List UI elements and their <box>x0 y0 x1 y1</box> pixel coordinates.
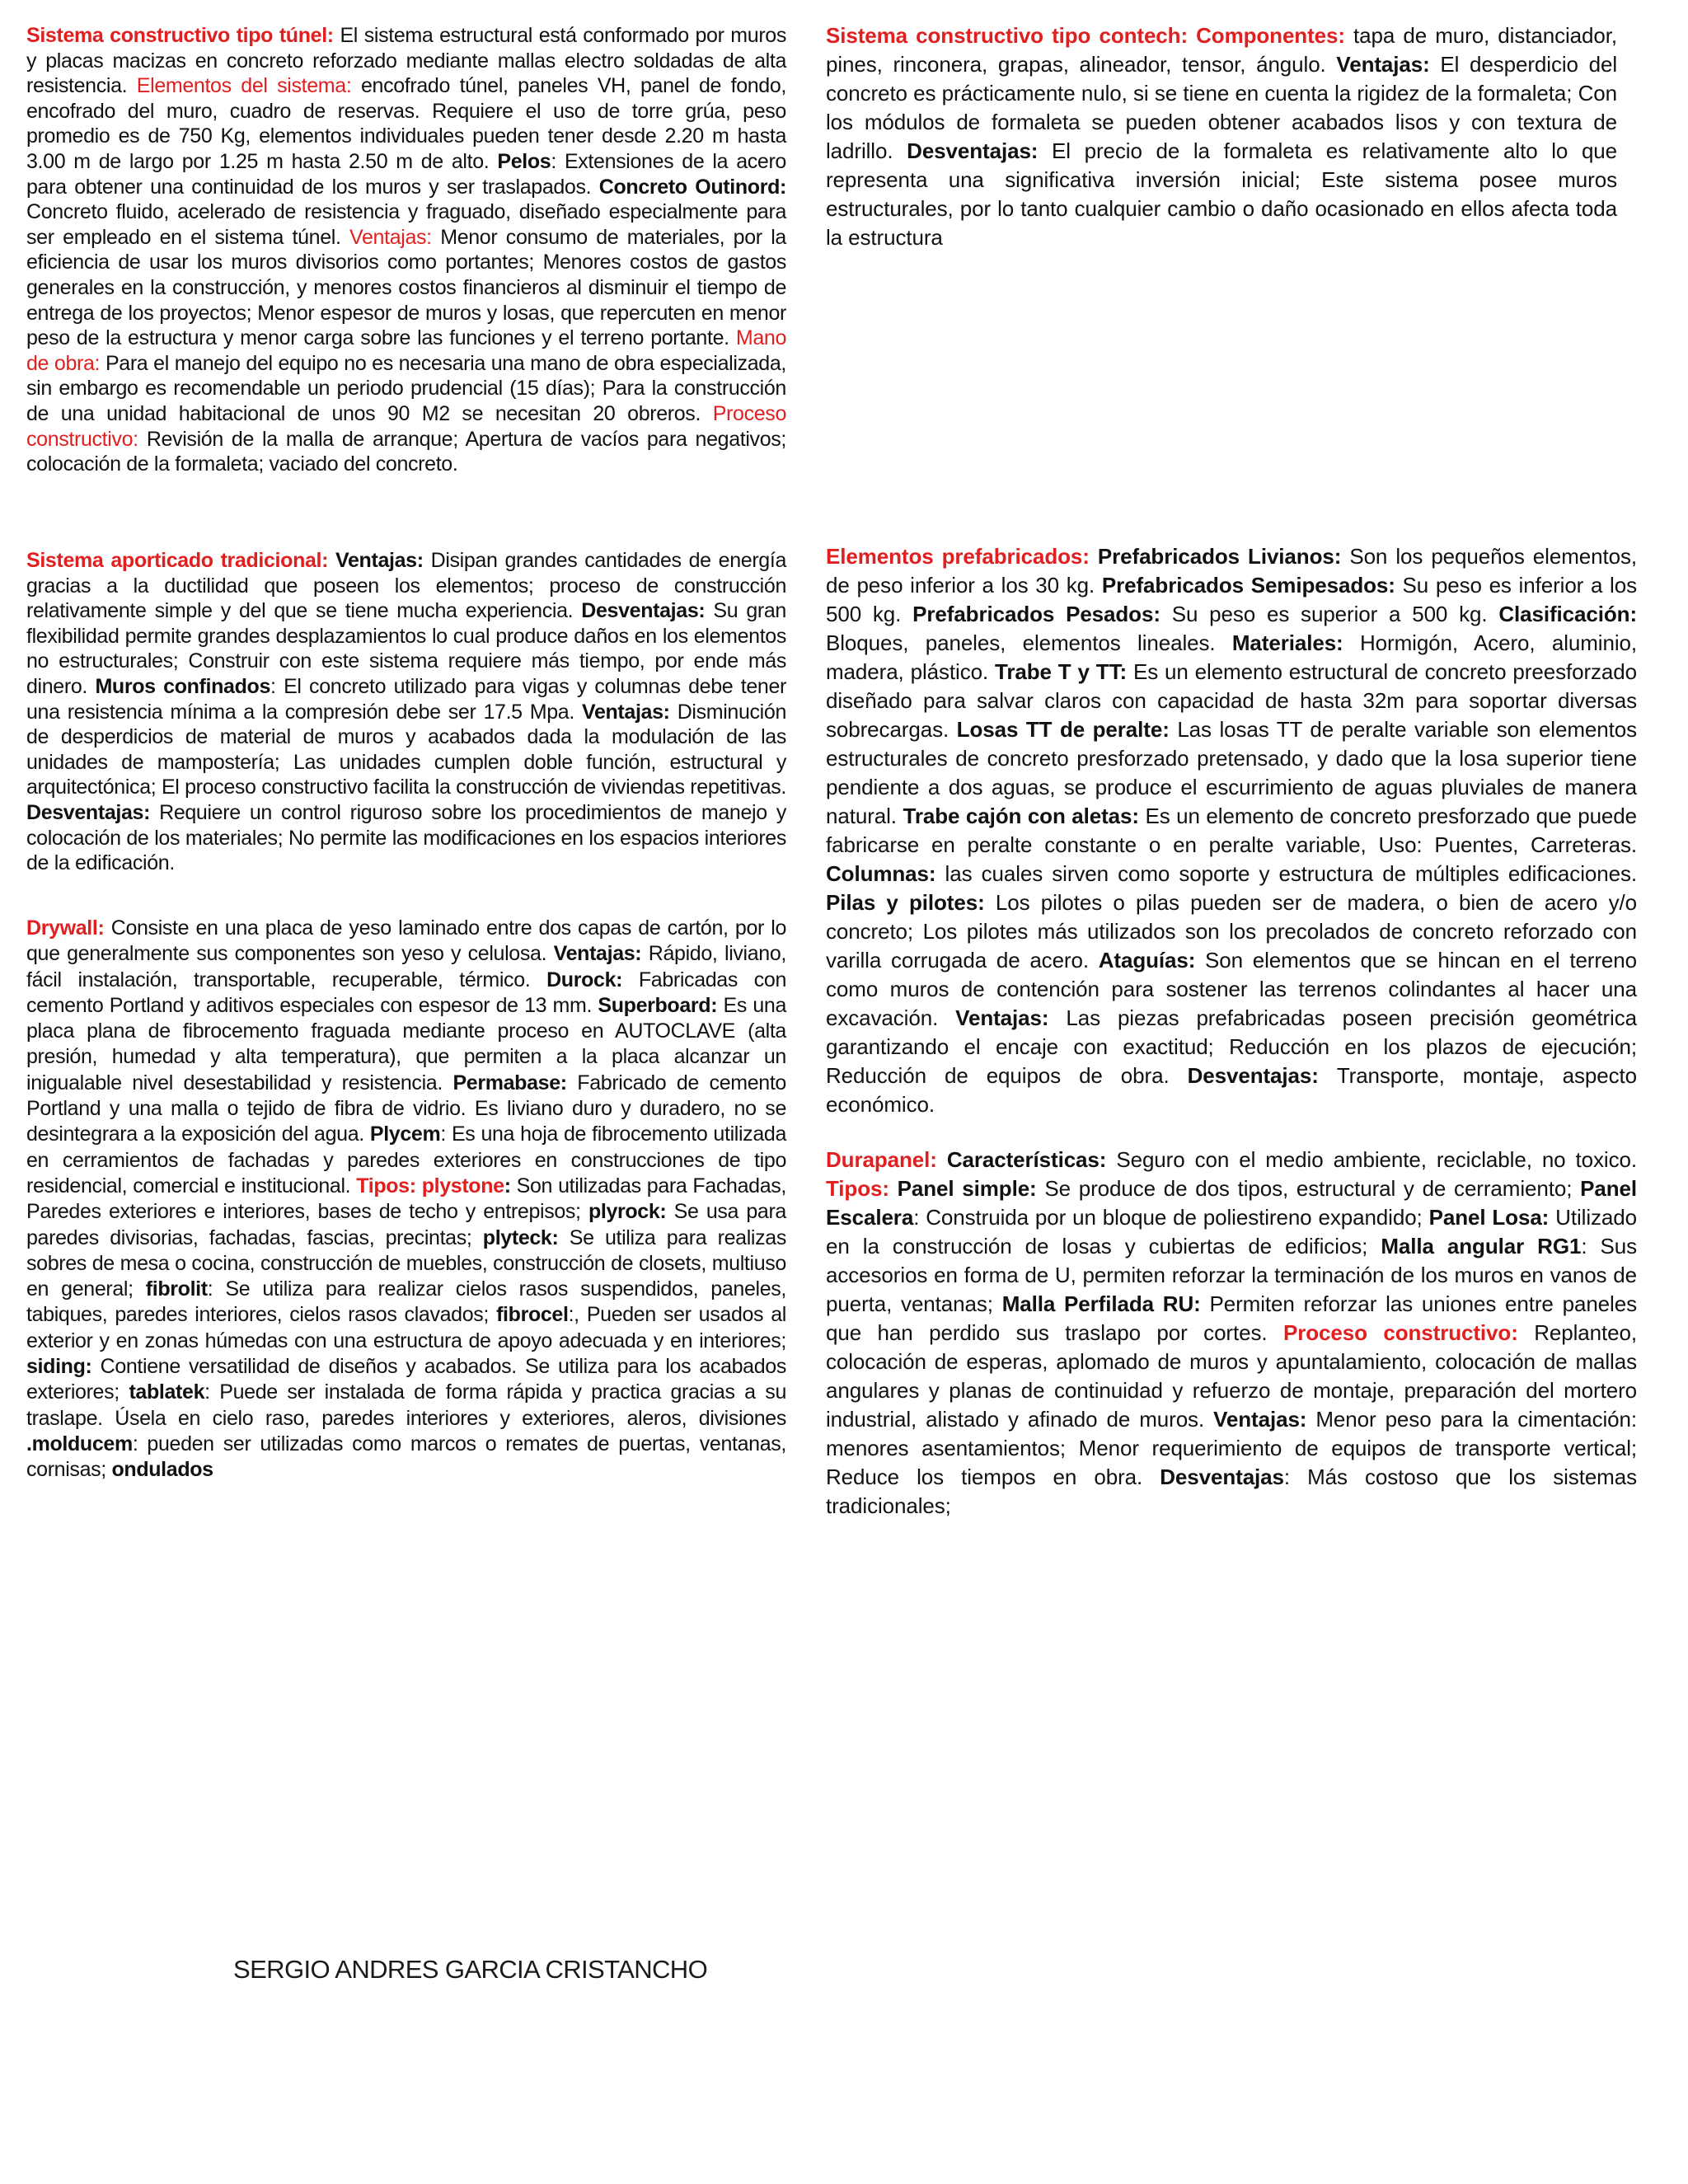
prefabricados-run: Son los pequeños elementos, de peso inferior a los 30 kg. <box>826 544 1637 598</box>
durapanel-run: Panel Escalera <box>826 1176 1637 1230</box>
tunel-run: Pelos <box>497 149 551 173</box>
prefabricados-run: Transporte, montaje, aspecto económico. <box>826 1063 1637 1117</box>
contech-run: Ventajas: <box>1336 52 1441 77</box>
prefabricados-run: Bloques, paneles, elementos lineales. <box>826 630 1232 655</box>
prefabricados-run: Hormigón, Acero, aluminio, madera, plástico. <box>826 630 1637 684</box>
contech-run: Desventajas: <box>907 138 1053 163</box>
drywall-run: fibrolit <box>145 1277 208 1301</box>
durapanel-run: Panel Losa: <box>1428 1205 1556 1230</box>
prefabricados-run: Trabe cajón con aletas: <box>903 804 1146 828</box>
aporticado-run: Ventajas: <box>582 700 678 724</box>
aporticado-run: Ventajas: <box>335 549 431 572</box>
drywall-run: Tipos: plystone <box>356 1174 504 1197</box>
prefabricados-run: Prefabricados Pesados: <box>912 602 1172 626</box>
drywall-run: : <box>504 1174 517 1197</box>
tunel-run: Ventajas: <box>349 225 441 249</box>
durapanel-run: Durapanel: <box>826 1147 947 1172</box>
tunel-run: Proceso constructivo: <box>26 401 786 451</box>
prefabricados-run: Pilas y pilotes: <box>826 890 996 915</box>
prefabricados-run: Prefabricados Semipesados: <box>1101 573 1403 598</box>
drywall-run: : Puede ser instalada de forma rápida y practica gracias a su traslape. Úsela en cielo raso, paredes interiores y exteriores, aleros, divisiones <box>26 1380 787 1430</box>
prefabricados-run: Clasificación: <box>1498 602 1638 626</box>
prefabricados-run: Desventajas: <box>1187 1063 1337 1088</box>
durapanel-run: Permiten reforzar las uniones entre paneles que han perdido sus traslapo por cortes. <box>826 1291 1637 1345</box>
prefabricados-run: Es un elemento estructural de concreto preesforzado diseñado para salvar claros con capacidad de hasta 32m para soportar diversas sobrecargas. <box>826 659 1637 742</box>
drywall-run: Consiste en una placa de yeso laminado entre dos capas de cartón, por lo que generalmente sus componentes son yeso y celulosa. <box>26 916 786 966</box>
tunel-run: Revisión de la malla de arranque; Apertura de vacíos para negativos; colocación de la formaleta; vaciado del concreto. <box>26 427 786 476</box>
drywall-run: Son utilizadas para Fachadas, Paredes exteriores e interiores, bases de techo y entrepisos; <box>26 1174 786 1224</box>
contech-run: El precio de la formaleta es relativamente alto lo que representa una significativa inversión inicial; Este sistema posee muros estructurales, por lo tanto cualquier cambio o daño ocasionado en ellos afecta toda la estructura <box>826 138 1618 250</box>
drywall-run: Contiene versatilidad de diseños y acabados. Se utiliza para los acabados exteriores; <box>26 1355 786 1404</box>
drywall-run: : Se utiliza para realizar cielos rasos suspendidos, paneles, tabiques, paredes interiores, cielos rasos clavados; <box>26 1277 787 1327</box>
prefabricados-run: las cuales sirven como soporte y estructura de múltiples edificaciones. <box>945 861 1637 886</box>
aporticado-run: Desventajas: <box>26 800 160 824</box>
drywall-run: .molducem <box>26 1432 133 1455</box>
durapanel-run: Ventajas: <box>1213 1407 1316 1432</box>
tunel-run: Elementos del sistema: <box>136 74 361 98</box>
tunel-run: : Extensiones de la acero para obtener una continuidad de los muros y ser traslapados. <box>26 149 786 199</box>
durapanel-run: Utilizado en la construcción de losas y cubiertas de edificios; <box>826 1205 1637 1258</box>
drywall-run: Durock: <box>546 968 639 991</box>
aporticado-run: Desventajas: <box>581 599 714 623</box>
section-drywall <box>26 916 786 1483</box>
tunel-run: Sistema constructivo tipo túnel: <box>26 24 340 47</box>
durapanel-run: : Construida por un bloque de poliestireno expandido; <box>913 1205 1429 1230</box>
section-aporticado <box>26 548 786 876</box>
durapanel-run: Malla Perfilada RU: <box>1001 1291 1210 1316</box>
prefabricados-run: Elementos prefabricados: <box>826 544 1098 569</box>
prefabricados-run: Las piezas prefabricadas poseen precisión geométrica garantizando el encaje con exactitud; Reducción en los plazos de ejecución; Reducción de equipos de obra. <box>826 1005 1637 1088</box>
contech-run: El desperdicio del concreto es prácticamente nulo, si se tiene en cuenta la rigidez de la formaleta; Con los módulos de formaleta se pueden obtener acabados lisos y con textura de ladrillo. <box>826 52 1617 163</box>
drywall-run: plyteck: <box>482 1226 570 1249</box>
section-contech <box>826 21 1617 252</box>
prefabricados-run: Son elementos que se hincan en el terreno como muros de contención para sostener las terrenos colindantes al hacer una excavación. <box>826 948 1638 1030</box>
drywall-run: plyrock: <box>588 1200 674 1224</box>
prefabricados-run: Prefabricados Livianos: <box>1097 544 1350 569</box>
drywall-run: : pueden ser utilizadas como marcos o remates de puertas, ventanas, cornisas; <box>26 1432 786 1482</box>
drywall-run: :, Pueden ser usados al exterior y en zonas húmedas con una estructura de apoyo adecuada y en interiores; <box>26 1303 786 1352</box>
prefabricados-run: Ataguías: <box>1098 948 1206 972</box>
durapanel-run: Proceso constructivo: <box>1282 1320 1535 1345</box>
aporticado-run: Muros confinados <box>95 674 271 698</box>
drywall-run: Superboard: <box>598 993 724 1017</box>
drywall-run: fibrocel <box>496 1303 569 1327</box>
durapanel-run: Replanteo, colocación de esperas, aplomado de muros y apuntalamiento, colocación de mallas angulares y planas de continuidad y refuerzo de montaje, preparación del mortero industrial, alistado y afinado de muros. <box>826 1320 1637 1432</box>
tunel-run: Mano de obra: <box>26 326 786 375</box>
prefabricados-run: Materiales: <box>1231 630 1360 655</box>
aporticado-run: Requiere un control riguroso sobre los procedimientos de manejo y colocación de los materiales; No permite las modificaciones en los espacios interiores de la edificación. <box>26 800 786 875</box>
prefabricados-run: Trabe T y TT: <box>995 659 1133 684</box>
drywall-run: Ventajas: <box>553 942 649 966</box>
drywall-run: ondulados <box>111 1458 213 1482</box>
tunel-run: El sistema estructural está conformado por muros y placas macizas en concreto reforzado mediante mallas electro soldadas de alta resistencia. <box>26 24 787 98</box>
tunel-run: Menor consumo de materiales, por la eficiencia de usar los muros divisorios como portantes; Menores costos de gastos generales en la construcción, y menores costos financieros al disminuir el tiempo de entrega de los proyectos; Menor espesor de muros y losas, que repercuten en menor peso de la estructura y menor carga sobre las funciones y el terreno portante. <box>26 225 786 350</box>
drywall-run: Fabricado de cemento Portland y una malla o tejido de fibra de vidrio. Es liviano duro y duradero, no se desintegrara a la exposición del agua. <box>26 1071 786 1146</box>
section-prefabricados <box>826 542 1637 1119</box>
durapanel-run: Se produce de dos tipos, estructural y de cerramiento; <box>1044 1176 1581 1201</box>
prefabricados-run: Losas TT de peralte: <box>956 717 1178 742</box>
durapanel-run: Tipos: <box>826 1176 898 1201</box>
tunel-run: Para el manejo del equipo no es necesaria una mano de obra especializada, sin embargo es recomendable un periodo prudencial (15 días); Para la construcción de una unidad habitacional de unos 90 M2 se necesitan 20 obreros. <box>26 351 786 425</box>
prefabricados-run: Columnas: <box>826 861 945 886</box>
durapanel-run: Panel simple: <box>897 1176 1045 1201</box>
tunel-run: Concreto Outinord: <box>598 175 786 199</box>
prefabricados-run: Ventajas: <box>955 1005 1067 1030</box>
tunel-run: encofrado túnel, paneles VH, panel de fondo, encofrado del muro, cuadro de reservas. Requiere el uso de torre grúa, peso promedio es de 750 Kg, elementos individuales pueden tener desde 2.20 m hasta 3.00 m de largo por 1.25 m hasta 2.50 m de alto. <box>26 74 787 173</box>
durapanel-run: Desventajas <box>1160 1465 1284 1489</box>
section-durapanel <box>826 1146 1637 1521</box>
durapanel-run: : Más costoso que los sistemas tradicionales; <box>826 1465 1637 1518</box>
drywall-run: Drywall: <box>26 916 111 940</box>
durapanel-run: : Sus accesorios en forma de U, permiten reforzar la terminación de los muros en vanos de puerta, ventanas; <box>826 1234 1638 1316</box>
drywall-run: Se utiliza para realizas sobres de mesa o cocina, construcción de muebles, construcción de closets, multiuso en general; <box>26 1226 786 1301</box>
aporticado-run: Disipan grandes cantidades de energía gracias a la ductilidad que poseen los elementos; proceso de construcción relativamente simple y del que se tiene mucha experiencia. <box>26 549 786 623</box>
prefabricados-run: Su peso es inferior a los 500 kg. <box>826 573 1637 626</box>
drywall-run: tablatek <box>129 1380 205 1404</box>
contech-run: tapa de muro, distanciador, pines, rinconera, grapas, alineador, tensor, ángulo. <box>826 23 1617 77</box>
prefabricados-run: Los pilotes o pilas pueden ser de madera, o bien de acero y/o concreto; Los pilotes más utilizados son los precolados de concreto reforzado con varilla corrugada de acero. <box>826 890 1638 972</box>
drywall-run: Fabricadas con cemento Portland y aditivos especiales con espesor de 13 mm. <box>26 968 787 1017</box>
contech-run: Sistema constructivo tipo contech: Componentes: <box>826 23 1354 48</box>
drywall-run: siding: <box>26 1355 101 1379</box>
durapanel-run: Menor peso para la cimentación: menores asentamientos; Menor requerimiento de equipos de transporte vertical; Reduce los tiempos en obra. <box>826 1407 1637 1489</box>
drywall-run: Rápido, liviano, fácil instalación, transportable, recuperable, térmico. <box>26 942 787 991</box>
drywall-run: Es una placa plana de fibrocemento fraguada mediante proceso en AUTOCLAVE (alta presión, humedad y alta temperatura), que permiten a la placa alcanzar un inigualable nivel desestabilidad y resistencia. <box>26 993 787 1094</box>
author-name: SERGIO ANDRES GARCIA CRISTANCHO <box>233 1955 708 1984</box>
aporticado-run: Disminución de desperdicios de material de muros y acabados dada la modulación de las unidades de mampostería; Las unidades cumplen doble función, estructural y arquitectónica; El proceso constructivo facilita la construcción de viviendas repetitivas. <box>26 700 786 799</box>
tunel-run: Concreto fluido, acelerado de resistencia y fraguado, diseñado especialmente para ser empleado en el sistema túnel. <box>26 200 786 249</box>
drywall-run: Se usa para paredes divisorias, fachadas, fascias, precintas; <box>26 1200 786 1249</box>
aporticado-run: : El concreto utilizado para vigas y columnas debe tener una resistencia mínima a la compresión debe ser 17.5 Mpa. <box>26 674 786 724</box>
durapanel-run: Seguro con el medio ambiente, reciclable, no toxico. <box>1116 1147 1637 1172</box>
drywall-run: Permabase: <box>452 1071 578 1094</box>
durapanel-run: Características: <box>946 1147 1117 1172</box>
drywall-run: : Es una hoja de fibrocemento utilizada en cerramientos de fachadas y paredes exteriores en construcciones de tipo residencial, comercial e institucional. <box>26 1122 786 1197</box>
aporticado-run: Su gran flexibilidad permite grandes desplazamientos lo cual produce daños en los elementos no estructurales; Construir con este sistema requiere más tiempo, por ende más dinero. <box>26 599 786 698</box>
drywall-run: Plycem <box>369 1122 441 1146</box>
section-tunel <box>26 23 786 477</box>
aporticado-run: Sistema aporticado tradicional: <box>26 549 336 572</box>
prefabricados-run: Su peso es superior a 500 kg. <box>1171 602 1499 626</box>
prefabricados-run: Es un elemento de concreto presforzado que puede fabricarse en peralte constante o en peralte variable, Uso: Puentes, Carreteras. <box>826 804 1638 857</box>
durapanel-run: Malla angular RG1 <box>1381 1234 1582 1258</box>
prefabricados-run: Las losas TT de peralte variable son elementos estructurales de concreto presforzado pretensado, y dado que la losa superior tiene pendiente a dos aguas, se produce el escurrimiento de aguas pluviales de manera natural. <box>826 717 1638 828</box>
